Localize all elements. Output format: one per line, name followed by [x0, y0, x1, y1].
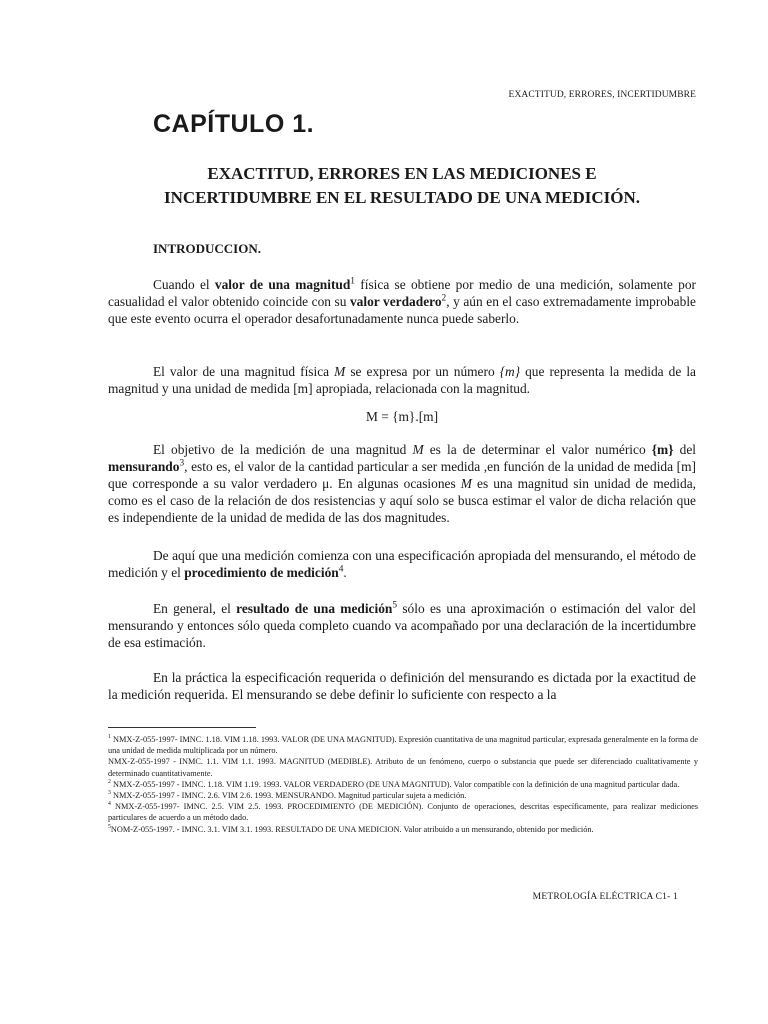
paragraph-3: El objetivo de la medición de una magnitud M es la de determinar el valor numérico {m} del mensurando$^3$, esto es, el valor de la cantidad particular a ser medida ,en función de la unidad de medida [m] que corresponde a su valor verdadero μ. En algunas ocasiones M es una magnitud sin unidad de medida, como es el caso de la relación de dos resistencias y aquí solo se busca estimar el valor de dicha relación que es independiente de la unidad de medida de las dos magnitudes. — [108, 442, 696, 525]
page-footer: METROLOGÍA ELÉCTRICA C1- 1 — [532, 892, 678, 902]
footnote-item: $^5$NOM-Z-055-1997. - IMNC. 3.1. VIM 3.1. 1993. RESULTADO DE UNA MEDICION. Valor atribuido a un mensurando, obtenido por medición. — [108, 823, 594, 834]
footnote-rule — [108, 727, 256, 728]
paragraph-5: En general, el resultado de una medición$^5$ sólo es una aproximación o estimación del valor del mensurando y entonces sólo queda completo cuando va acompañado por una declaración de la incertidumbre de esa estimación. — [108, 600, 696, 650]
running-head: EXACTITUD, ERRORES, INCERTIDUMBRE — [508, 90, 696, 100]
paragraph-2: El valor de una magnitud física M se expresa por un número {m} que representa la medida de la magnitud y una unidad de medida [m] apropiada, relacionada con la magnitud. — [108, 364, 696, 396]
footnote-item: NMX-Z-055-1997 - INMC. 1.1. VIM 1.1. 1993. MAGNITUD (MEDIBLE). Atributo de un fenómeno, cuerpo o substancia que puede ser diferenciado cualitativamente y determinado cuantitativamente. — [108, 757, 698, 778]
document-title — [108, 162, 696, 210]
paragraph-1: Cuando el valor de una magnitud$^1$ física se obtiene por medio de una medición, solamente por casualidad el valor obtenido coincide con su valor verdadero$^2$, y aún en el caso extremadamente improbable que este evento ocurra el operador desafortunadamente nunca puede saberlo. — [108, 276, 696, 326]
footnote-item: $^2$ NMX-Z-055-1997 - IMNC. 1.18. VIM 1.19. 1993. VALOR VERDADERO (DE UNA MAGNITUD). Valor compatible con la definición de una magnitud particular dada. — [108, 779, 680, 789]
footnote-item: $^3$ NMX-Z-055-1997 - IMNC. 2.6. VIM 2.6. 1993. MENSURANDO. Magnitud particular sujeta a medición. — [108, 790, 467, 801]
title-line-2: INCERTIDUMBRE EN EL RESULTADO DE UNA MEDICIÓN. — [164, 188, 640, 207]
chapter-title: CAPÍTULO 1. — [153, 110, 315, 138]
paragraph-6: En la práctica la especificación requerida o definición del mensurando es dictada por la exactitud de la medición requerida. El mensurando se debe definir lo suficiente con respecto a la — [108, 670, 696, 702]
formula: M = {m}.[m] — [365, 409, 439, 424]
footnote-item: $^1$ NMX-Z-055-1997- IMNC. 1.18. VIM 1.18. 1993. VALOR (DE UNA MAGNITUD). Expresión cuantitativa de una magnitud particular, expresada generalmente en la forma de una unidad de medida multiplicada por un número. — [108, 734, 698, 756]
paragraph-4: De aquí que una medición comienza con una especificación apropiada del mensurando, el método de medición y el procedimiento de medición$^4$. — [108, 548, 696, 580]
title-line-1: EXACTITUD, ERRORES EN LAS MEDICIONES E — [207, 164, 597, 183]
footnotes — [108, 734, 698, 835]
section-heading: INTRODUCCION. — [153, 241, 261, 256]
footnote-item: $^4$ NMX-Z-055-1997- IMNC. 2.5. VIM 2.5. 1993. PROCEDIMIENTO (DE MEDICIÓN). Conjunto de operaciones, descritas específicamente, para realizar mediciones particulares de acuerdo a un método dado. — [108, 801, 698, 823]
